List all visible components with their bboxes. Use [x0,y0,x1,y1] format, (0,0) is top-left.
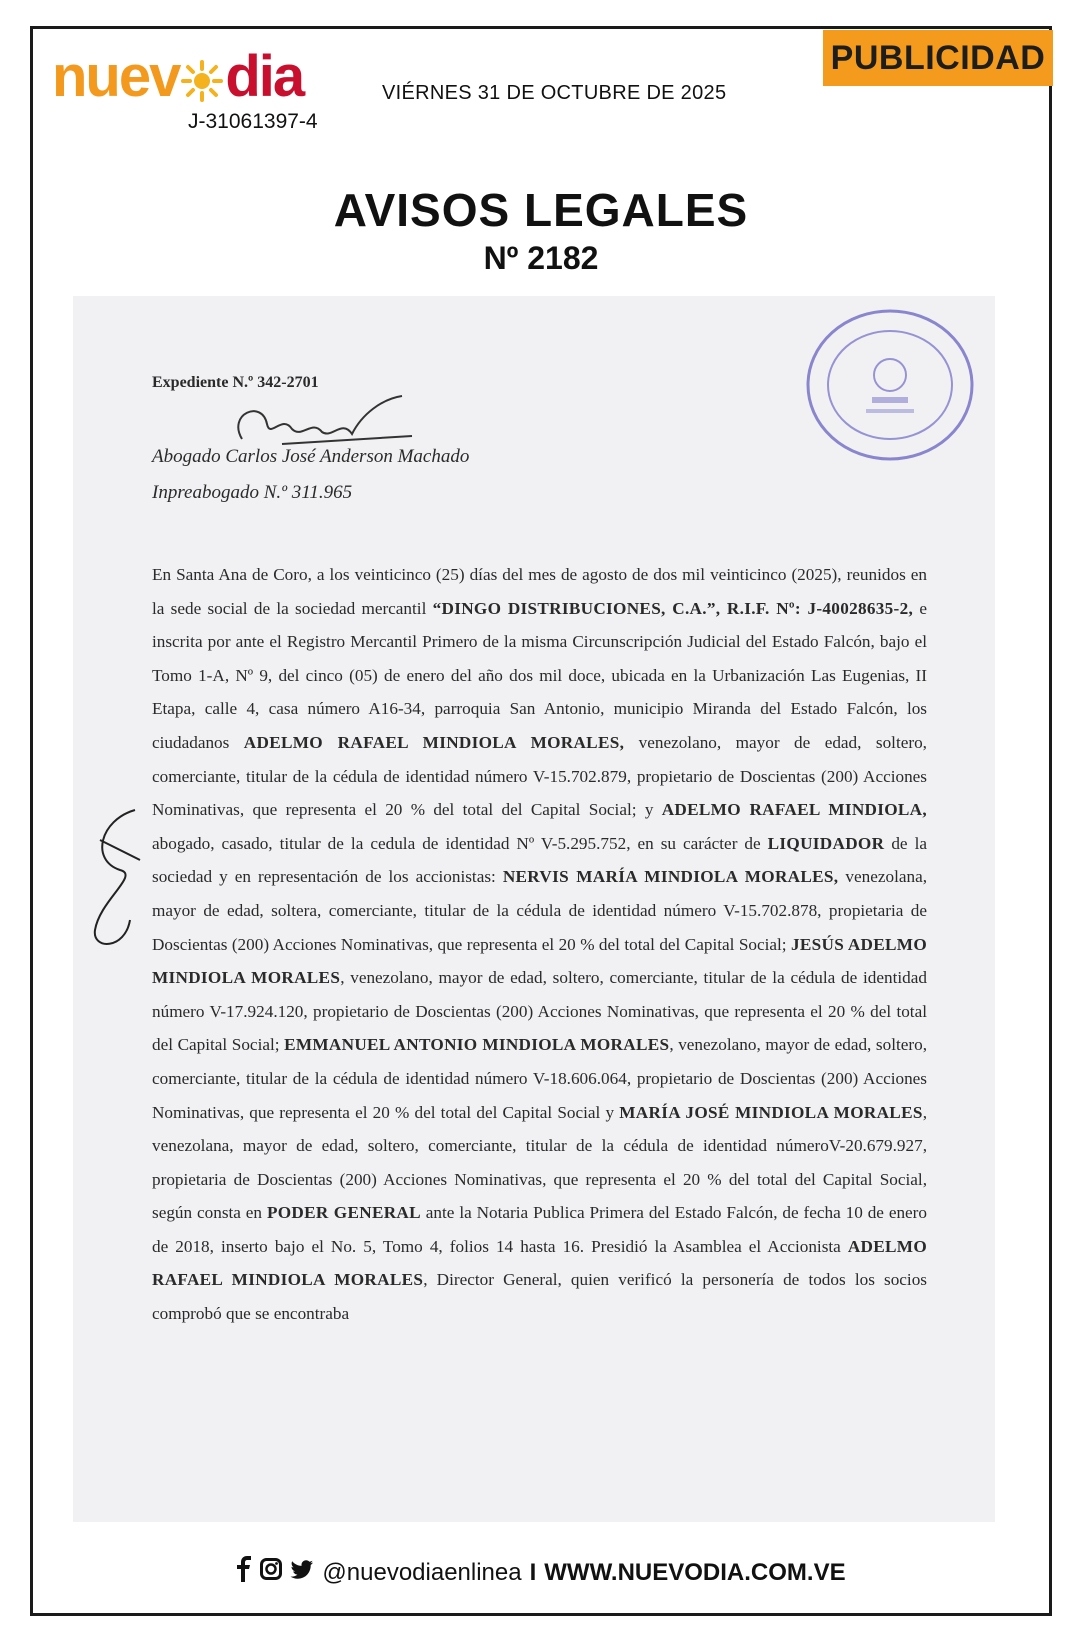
twitter-icon[interactable] [290,1559,314,1587]
body-bold-run: EMMANUEL ANTONIO MINDIOLA MORALES [284,1035,670,1055]
body-text-run: , venezolano, mayor de edad, soltero, comerciante, titular de la cédula de identidad número V-18.606.064, propietario de Doscientas (200) Acciones Nominativas, que representa el 20 % del total del Capital Social y [152,1035,927,1122]
lawyer-signature [222,394,422,454]
rif-number: J-31061397-4 [188,110,318,133]
section-badge: PUBLICIDAD [823,30,1053,86]
document-header [152,374,927,503]
body-bold-run: MARÍA JOSÉ MINDIOLA MORALES [619,1102,923,1122]
newspaper-logo [52,46,303,108]
body-text-run: abogado, casado, titular de la cedula de identidad Nº V-5.295.752, en su carácter de [152,833,768,853]
body-bold-run: ADELMO RAFAEL MINDIOLA MORALES, [243,732,625,752]
social-handle[interactable]: @nuevodiaenlinea [322,1558,522,1586]
body-bold-run: ADELMO RAFAEL MINDIOLA MORALES [152,1236,927,1290]
lawyer-name: Abogado Carlos José Anderson Machado [152,446,470,467]
publication-date: VIÉRNES 31 DE OCTUBRE DE 2025 [382,82,727,104]
document-body [152,558,927,1331]
notice-number: Nº 2182 [483,240,599,276]
footer-separator: I [529,1558,537,1586]
case-number: Expediente N.º 342-2701 [152,374,319,391]
body-text-run: , venezolana, mayor de edad, soltero, comerciante, titular de la cédula de identidad númeroV-20.679.927, propietaria de Doscientas (200) Acciones Nominativas, que representa el 20 % del total del Capital Social, según consta en [152,1102,927,1223]
facebook-icon[interactable] [236,1556,252,1589]
website-link[interactable]: WWW.NUEVODIA.COM.VE [544,1558,846,1586]
body-text-run: venezolana, mayor de edad, soltera, comerciante, titular de la cédula de identidad número V-15.702.878, propietaria de Doscientas (200) Acciones Nominativas, que representa el 20 % del total del Capital Social; [152,867,927,954]
page-title: AVISOS LEGALES [333,184,749,236]
body-bold-run: “DINGO DISTRIBUCIONES, C.A.”, R.I.F. Nº: J-40028635-2, [432,598,914,618]
body-bold-run: LIQUIDADOR [767,833,885,853]
body-bold-run: ADELMO RAFAEL MINDIOLA, [661,800,927,820]
body-bold-run: PODER GENERAL [266,1203,421,1223]
logo-text-right: dia [225,44,304,109]
inpreabogado-number: Inpreabogado N.º 311.965 [152,482,353,503]
footer [0,1556,1082,1589]
body-text-run: , venezolano, mayor de edad, soltero, comerciante, titular de la cédula de identidad número V-17.924.120, propietario de Doscientas (200) Acciones Nominativas, que representa el 20 % del total del Capital Social; [152,968,927,1055]
body-bold-run: JESÚS ADELMO MINDIOLA MORALES [152,934,927,988]
body-bold-run: NERVIS MARÍA MINDIOLA MORALES, [502,867,839,887]
body-text-run: venezolano, mayor de edad, soltero, comerciante, titular de la cédula de identidad número V-15.702.879, propietario de Doscientas (200) Acciones Nominativas, que representa el 20 % del total del Capital Social; y [152,732,927,820]
margin-signature [80,800,150,960]
body-text-run: , Director General, quien verificó la personería de todos los socios comprobó que se encontraba [152,1270,927,1324]
body-text-run: de la sociedad y en representación de los accionistas: [152,833,927,887]
logo-text-left: nuev [52,44,180,109]
body-text-run: En Santa Ana de Coro, a los veinticinco (25) días del mes de agosto de dos mil veinticinco (2025), reunidos en la sede social de la sociedad mercantil [152,565,927,618]
instagram-icon[interactable] [260,1558,282,1587]
body-text-run: ante la Notaria Publica Primera del Estado Falcón, de fecha 10 de enero de 2018, inserto bajo el No. 5, Tomo 4, folios 14 hasta 16. Presidió la Asamblea el Accionista [152,1203,928,1256]
sun-logo-icon [181,52,223,94]
body-text-run: e inscrita por ante el Registro Mercantil Primero de la misma Circunscripción Judicial del Estado Falcón, bajo el Tomo 1-A, Nº 9, del cinco (05) de enero del año dos mil doce, ubicada en la Urbanización Las Eugenias, II Etapa, calle 4, casa número A16-34, parroquia San Antonio, municipio Miranda del Estado Falcón, los ciudadanos [152,598,927,752]
